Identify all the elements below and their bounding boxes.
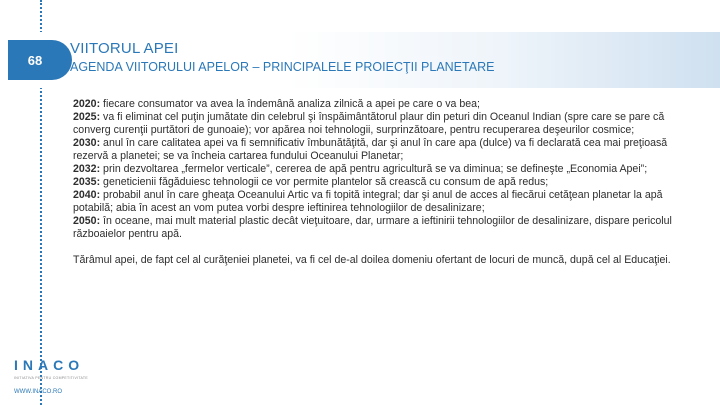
- entry-year: 2020:: [73, 98, 101, 110]
- entry-year: 2050:: [73, 215, 101, 227]
- entry-text: va fi eliminat cel puţin jumătate din celebrul şi înspăimântătorul plaur din peturi din Oceanul Indian (spre care se pare că converg curenţii purtători de gunoaie); vor apărea noi tehnologii, surprinzătoare, pentru recuperarea deşeurilor cosmice;: [73, 111, 665, 136]
- closing-paragraph: Tărâmul apei, de fapt cel al curăţeniei planetei, va fi cel de-al doilea domeniu ofertant de locuri de muncă, după cel al Educaţiei.: [73, 254, 671, 266]
- timeline-entry: [73, 215, 673, 241]
- timeline-entry: [73, 176, 673, 189]
- slide-content: [73, 98, 673, 267]
- slide-title: VIITORUL APEI: [70, 40, 179, 57]
- timeline-entry: [73, 189, 673, 215]
- entry-year: 2035:: [73, 176, 101, 188]
- timeline-entry: [73, 163, 673, 176]
- entry-year: 2025:: [73, 111, 101, 123]
- slide-subtitle: AGENDA VIITORULUI APELOR – PRINCIPALELE PROIECŢII PLANETARE: [70, 60, 495, 74]
- slide-number: 68: [27, 52, 43, 68]
- entry-text: prin dezvoltarea „fermelor verticale”, cererea de apă pentru agricultură se va diminua; se defineşte „Economia Apei”;: [100, 163, 648, 175]
- timeline-entry: [73, 98, 673, 111]
- logo-tagline: INITIATIVA PENTRU COMPETITIVITATE: [14, 376, 89, 380]
- entry-year: 2040:: [73, 189, 101, 201]
- entry-text: fiecare consumator va avea la îndemână analiza zilnică a apei pe care o va bea;: [100, 98, 480, 110]
- entry-text: geneticienii făgăduiesc tehnologii ce vor permite plantelor să crească cu consum de apă redus;: [100, 176, 549, 188]
- entry-text: probabil anul în care gheaţa Oceanului Artic va fi topită integral; dar şi anul de acces al fiecărui cetăţean planetar la apă potabilă; abia în acest an vom putea vorbi despre ieftinirea tehnologiilor de desalinizare;: [73, 189, 663, 214]
- timeline-entry: [73, 137, 673, 163]
- entry-text: în oceane, mai mult material plastic decât vieţuitoare, dar, urmare a ieftinirii tehnologiilor de desalinizare, dispare pericolul războaielor pentru apă.: [73, 215, 672, 240]
- timeline-entry: [73, 111, 673, 137]
- entry-text: anul în care calitatea apei va fi semnificativ îmbunătăţită, dar şi anul în care apa (dulce) va fi declarată cea mai preţioasă rezervă a planetei; se va încheia cartarea fundului Oceanului Planetar;: [73, 137, 668, 162]
- entry-year: 2030:: [73, 137, 101, 149]
- inaco-logo: INACO: [14, 357, 85, 373]
- slide-number-badge: [8, 40, 72, 80]
- entry-year: 2032:: [73, 163, 101, 175]
- website-link[interactable]: WWW.INACO.RO: [14, 389, 62, 395]
